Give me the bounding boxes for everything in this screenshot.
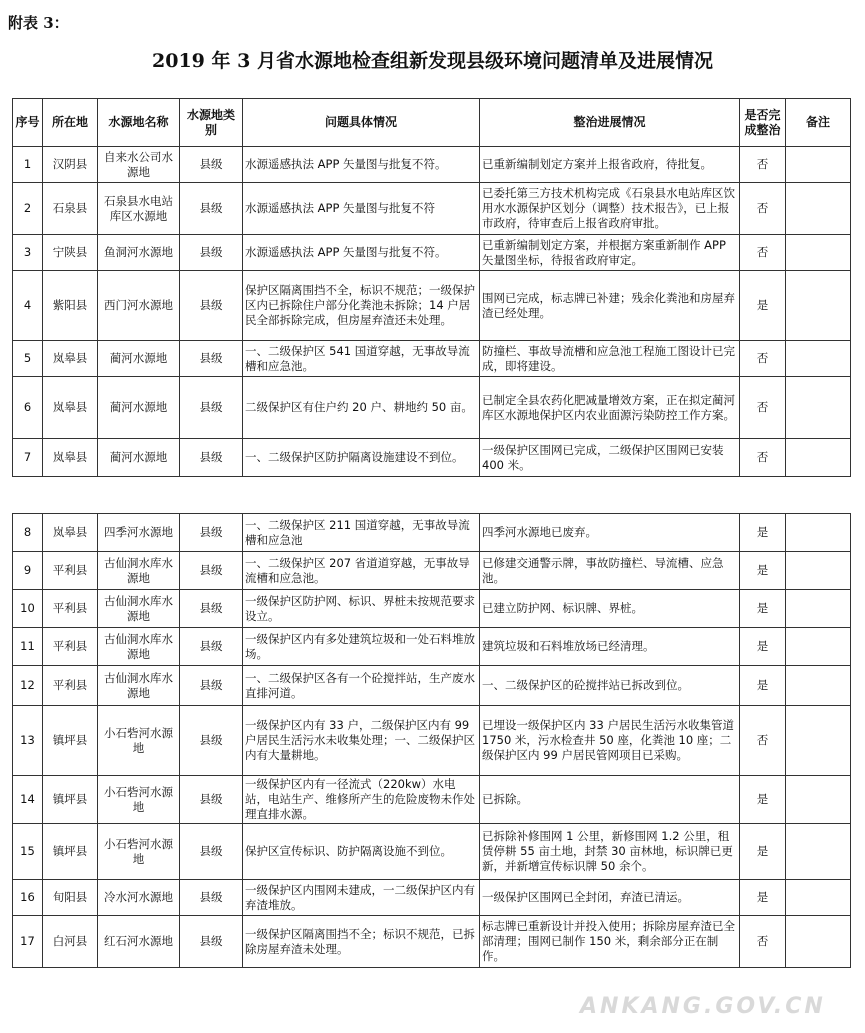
- cell-location: 岚皋县: [43, 341, 98, 377]
- cell-remark: [786, 341, 851, 377]
- cell-source-name: 古仙洞水库水源地: [98, 628, 180, 666]
- cell-remark: [786, 552, 851, 590]
- cell-no: 9: [13, 552, 43, 590]
- cell-location: 宁陕县: [43, 235, 98, 271]
- cell-no: 2: [13, 183, 43, 235]
- cell-remark: [786, 824, 851, 880]
- cell-category: 县级: [180, 235, 243, 271]
- header-remark: 备注: [786, 99, 851, 147]
- table-row: [13, 439, 851, 477]
- cell-problem: 一级保护区内有 33 户，二级保护区内有 99 户居民生活污水未收集处理；一、二级保护区内有大量耕地。: [243, 706, 480, 776]
- cell-problem: 一级保护区内有多处建筑垃圾和一处石料堆放场。: [243, 628, 480, 666]
- cell-done: 是: [740, 880, 786, 916]
- cell-progress: 防撞栏、事故导流槽和应急池工程施工图设计已完成，即将建设。: [480, 341, 740, 377]
- table-row: [13, 514, 851, 552]
- cell-progress: 一级保护区围网已全封闭，弃渣已清运。: [480, 880, 740, 916]
- cell-progress: 已建立防护网、标识牌、界桩。: [480, 590, 740, 628]
- table-row: [13, 147, 851, 183]
- header-progress: 整治进展情况: [480, 99, 740, 147]
- cell-source-name: 红石河水源地: [98, 916, 180, 968]
- cell-remark: [786, 235, 851, 271]
- cell-progress: 标志牌已重新设计并投入使用；拆除房屋弃渣已全部清理；围网已制作 150 米，剩余部分正在制作。: [480, 916, 740, 968]
- table-row: [13, 706, 851, 776]
- cell-location: 平利县: [43, 552, 98, 590]
- cell-no: 14: [13, 776, 43, 824]
- cell-location: 岚皋县: [43, 439, 98, 477]
- cell-problem: 水源遥感执法 APP 矢量图与批复不符。: [243, 235, 480, 271]
- cell-remark: [786, 147, 851, 183]
- table-row: [13, 552, 851, 590]
- cell-no: 12: [13, 666, 43, 706]
- cell-no: 5: [13, 341, 43, 377]
- table-row: [13, 235, 851, 271]
- cell-progress: 已拆除补修围网 1 公里，新修围网 1.2 公里，租赁停耕 55 亩土地，封禁 30 亩林地，标识牌已更新，并新增宣传标识牌 50 余个。: [480, 824, 740, 880]
- cell-category: 县级: [180, 147, 243, 183]
- cell-problem: 水源遥感执法 APP 矢量图与批复不符: [243, 183, 480, 235]
- cell-problem: 保护区隔离围挡不全，标识不规范；一级保护区内已拆除住户部分化粪池未拆除；14 户居民全部拆除完成，但房屋弃渣还未处理。: [243, 271, 480, 341]
- cell-location: 平利县: [43, 628, 98, 666]
- cell-done: 否: [740, 235, 786, 271]
- header-location: 所在地: [43, 99, 98, 147]
- cell-location: 平利县: [43, 590, 98, 628]
- cell-location: 白河县: [43, 916, 98, 968]
- cell-category: 县级: [180, 439, 243, 477]
- cell-source-name: 蔺河水源地: [98, 377, 180, 439]
- table-row: [13, 666, 851, 706]
- cell-source-name: 鱼洞河水源地: [98, 235, 180, 271]
- cell-category: 县级: [180, 666, 243, 706]
- cell-no: 3: [13, 235, 43, 271]
- cell-no: 15: [13, 824, 43, 880]
- header-no: 序号: [13, 99, 43, 147]
- cell-category: 县级: [180, 776, 243, 824]
- cell-category: 县级: [180, 341, 243, 377]
- cell-done: 是: [740, 590, 786, 628]
- cell-location: 石泉县: [43, 183, 98, 235]
- cell-done: 是: [740, 666, 786, 706]
- cell-source-name: 小石砦河水源地: [98, 776, 180, 824]
- cell-remark: [786, 628, 851, 666]
- cell-category: 县级: [180, 271, 243, 341]
- cell-no: 10: [13, 590, 43, 628]
- table-row: [13, 628, 851, 666]
- cell-done: 否: [740, 183, 786, 235]
- cell-done: 是: [740, 824, 786, 880]
- site-watermark: ANKANG.GOV.CN: [580, 994, 826, 1019]
- cell-category: 县级: [180, 183, 243, 235]
- header-done: 是否完成整治: [740, 99, 786, 147]
- cell-done: 否: [740, 147, 786, 183]
- cell-source-name: 蔺河水源地: [98, 341, 180, 377]
- cell-remark: [786, 439, 851, 477]
- cell-problem: 一级保护区防护网、标识、界桩未按规范要求设立。: [243, 590, 480, 628]
- table-row: [13, 776, 851, 824]
- cell-source-name: 冷水河水源地: [98, 880, 180, 916]
- cell-progress: 已重新编制划定方案并上报省政府，待批复。: [480, 147, 740, 183]
- cell-progress: 已委托第三方技术机构完成《石泉县水电站库区饮用水水源保护区划分（调整）技术报告》，已上报市政府，待审查后上报省政府审批。: [480, 183, 740, 235]
- cell-location: 镇坪县: [43, 776, 98, 824]
- cell-problem: 一级保护区内围网未建成，一二级保护区内有弃渣堆放。: [243, 880, 480, 916]
- cell-category: 县级: [180, 706, 243, 776]
- cell-category: 县级: [180, 552, 243, 590]
- cell-location: 岚皋县: [43, 514, 98, 552]
- cell-progress: 围网已完成，标志牌已补建；残余化粪池和房屋弃渣已经处理。: [480, 271, 740, 341]
- cell-progress: 一、二级保护区的砼搅拌站已拆改到位。: [480, 666, 740, 706]
- cell-no: 1: [13, 147, 43, 183]
- cell-progress: 四季河水源地已废弃。: [480, 514, 740, 552]
- cell-remark: [786, 183, 851, 235]
- cell-source-name: 古仙洞水库水源地: [98, 552, 180, 590]
- cell-done: 是: [740, 552, 786, 590]
- cell-remark: [786, 590, 851, 628]
- cell-remark: [786, 916, 851, 968]
- cell-category: 县级: [180, 880, 243, 916]
- cell-progress: 已重新编制划定方案，并根据方案重新制作 APP 矢量图坐标，待报省政府审定。: [480, 235, 740, 271]
- cell-problem: 一级保护区隔离围挡不全；标识不规范，已拆除房屋弃渣未处理。: [243, 916, 480, 968]
- cell-category: 县级: [180, 916, 243, 968]
- cell-no: 6: [13, 377, 43, 439]
- cell-no: 13: [13, 706, 43, 776]
- table-row: [13, 590, 851, 628]
- cell-source-name: 自来水公司水源地: [98, 147, 180, 183]
- cell-location: 平利县: [43, 666, 98, 706]
- cell-problem: 一、二级保护区 211 国道穿越，无事故导流槽和应急池: [243, 514, 480, 552]
- cell-done: 否: [740, 439, 786, 477]
- header-problem: 问题具体情况: [243, 99, 480, 147]
- cell-source-name: 小石砦河水源地: [98, 706, 180, 776]
- cell-problem: 一级保护区内有一径流式（220kw）水电站，电站生产、维修所产生的危险废物未作处理直排水源。: [243, 776, 480, 824]
- cell-progress: 已埋设一级保护区内 33 户居民生活污水收集管道 1750 米，污水检查井 50 座，化粪池 10 座；二级保护区内 99 户居民管网项目已采购。: [480, 706, 740, 776]
- table-row: [13, 341, 851, 377]
- cell-location: 汉阴县: [43, 147, 98, 183]
- cell-no: 4: [13, 271, 43, 341]
- table-header-row: [13, 99, 851, 147]
- cell-done: 否: [740, 706, 786, 776]
- cell-source-name: 蔺河水源地: [98, 439, 180, 477]
- cell-location: 岚皋县: [43, 377, 98, 439]
- cell-progress: 建筑垃圾和石料堆放场已经清理。: [480, 628, 740, 666]
- cell-done: 是: [740, 776, 786, 824]
- cell-category: 县级: [180, 824, 243, 880]
- cell-remark: [786, 776, 851, 824]
- table-row: [13, 271, 851, 341]
- cell-location: 镇坪县: [43, 824, 98, 880]
- cell-remark: [786, 880, 851, 916]
- cell-remark: [786, 271, 851, 341]
- cell-source-name: 石泉县水电站库区水源地: [98, 183, 180, 235]
- cell-no: 8: [13, 514, 43, 552]
- cell-category: 县级: [180, 590, 243, 628]
- cell-progress: 已修建交通警示牌，事故防撞栏、导流槽、应急池。: [480, 552, 740, 590]
- cell-category: 县级: [180, 628, 243, 666]
- cell-problem: 一、二级保护区 541 国道穿越，无事故导流槽和应急池。: [243, 341, 480, 377]
- cell-done: 否: [740, 341, 786, 377]
- table-row: [13, 377, 851, 439]
- cell-problem: 一、二级保护区各有一个砼搅拌站，生产废水直排河道。: [243, 666, 480, 706]
- issues-table: [12, 98, 851, 477]
- cell-source-name: 古仙洞水库水源地: [98, 590, 180, 628]
- cell-progress: 已拆除。: [480, 776, 740, 824]
- cell-progress: 已制定全县农药化肥减量增效方案，正在拟定蔺河库区水源地保护区内农业面源污染防控工作方案。: [480, 377, 740, 439]
- cell-no: 7: [13, 439, 43, 477]
- cell-no: 17: [13, 916, 43, 968]
- page-title: 2019 年 3 月省水源地检查组新发现县级环境问题清单及进展情况: [152, 50, 713, 72]
- cell-location: 旬阳县: [43, 880, 98, 916]
- table-row: [13, 880, 851, 916]
- cell-problem: 二级保护区有住户约 20 户、耕地约 50 亩。: [243, 377, 480, 439]
- cell-done: 是: [740, 628, 786, 666]
- cell-no: 16: [13, 880, 43, 916]
- cell-problem: 水源遥感执法 APP 矢量图与批复不符。: [243, 147, 480, 183]
- cell-remark: [786, 514, 851, 552]
- cell-remark: [786, 377, 851, 439]
- cell-problem: 一、二级保护区防护隔离设施建设不到位。: [243, 439, 480, 477]
- cell-done: 是: [740, 271, 786, 341]
- cell-source-name: 古仙洞水库水源地: [98, 666, 180, 706]
- cell-location: 镇坪县: [43, 706, 98, 776]
- cell-done: 否: [740, 377, 786, 439]
- cell-problem: 一、二级保护区 207 省道道穿越，无事故导流槽和应急池。: [243, 552, 480, 590]
- cell-progress: 一级保护区围网已完成，二级保护区围网已安装 400 米。: [480, 439, 740, 477]
- cell-problem: 保护区宣传标识、防护隔离设施不到位。: [243, 824, 480, 880]
- table-row: [13, 183, 851, 235]
- table-row: [13, 824, 851, 880]
- header-category: 水源地类别: [180, 99, 243, 147]
- cell-source-name: 小石砦河水源地: [98, 824, 180, 880]
- header-source-name: 水源地名称: [98, 99, 180, 147]
- cell-category: 县级: [180, 377, 243, 439]
- attachment-label: 附表 3：: [8, 14, 69, 32]
- cell-done: 否: [740, 916, 786, 968]
- cell-remark: [786, 666, 851, 706]
- cell-source-name: 西门河水源地: [98, 271, 180, 341]
- issues-table-continued: [12, 513, 851, 968]
- cell-category: 县级: [180, 514, 243, 552]
- cell-done: 是: [740, 514, 786, 552]
- cell-location: 紫阳县: [43, 271, 98, 341]
- cell-source-name: 四季河水源地: [98, 514, 180, 552]
- cell-no: 11: [13, 628, 43, 666]
- table-row: [13, 916, 851, 968]
- cell-remark: [786, 706, 851, 776]
